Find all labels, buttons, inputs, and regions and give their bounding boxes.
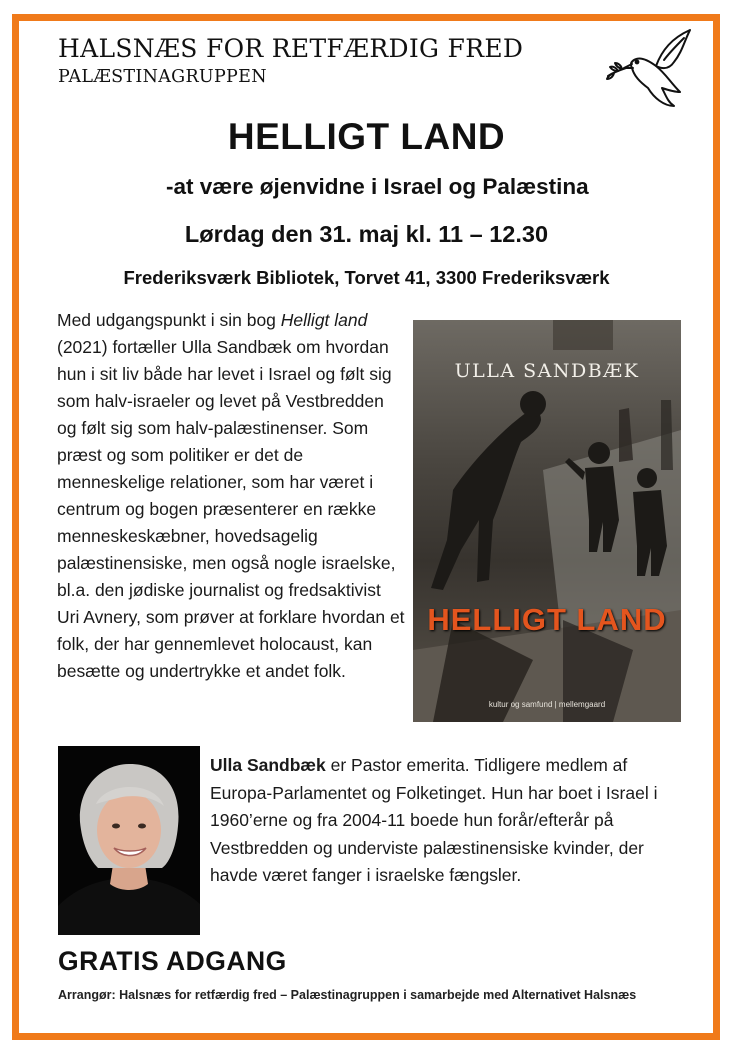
dove-icon [604,26,696,110]
book-cover-title: HELLIGT LAND [427,602,667,637]
event-venue: Frederiksværk Bibliotek, Torvet 41, 3300 Frederiksværk [123,267,610,288]
free-entry-heading: GRATIS ADGANG [58,946,287,976]
book-author: ULLA SANDBÆK [454,360,640,382]
organization-name: HALSNÆS FOR RETFÆRDIG FRED [58,34,524,63]
organizer-line: Arrangør: Halsnæs for retfærdig fred – Palæstinagruppen i samarbejde med Alternativet Halsnæs [58,988,637,1002]
book-cover [413,320,681,722]
speaker-portrait [58,746,200,935]
event-subtitle: -at være øjenvidne i Israel og Palæstina [166,174,589,199]
organization-subtitle: PALÆSTINAGRUPPEN [58,67,267,87]
speaker-bio-text: er Pastor emerita. Tidligere medlem af Europa-Parlamentet og Folketinget. Hun har boet i Israel i 1960’erne og fra 2004-11 boede hun forår/efterår på Vestbredden og underviste palæstinensiske kvinder, der havde været fanger i israelske fængsler. [210,755,658,885]
book-title-italic: Helligt land [280,310,368,330]
speaker-bio [210,752,680,890]
book-publisher: kultur og samfund | mellemgaard [488,700,606,709]
intro-text-start: Med udgangspunkt i sin bog [57,310,281,330]
intro-text-rest: (2021) fortæller Ulla Sandbæk om hvordan hun i sit liv både har levet i Israel og følt sig som halv-israeler og levet på Vestbredden og følt sig som halv-palæstinenser. Som præst og som politiker er det de menneskelige relationer, som har været i centrum og bogen præsenterer en række menneskeskæbner, hovedsagelig palæstinensiske, men også nogle israelske, bl.a. den jødiske journalist og fredsaktivist Uri Avnery, som prøver at forklare hvordan et folk, der har gennemlevet holocaust, kan besætte og undertrykke et andet folk. [57,337,405,681]
intro-paragraph [57,307,407,685]
speaker-name: Ulla Sandbæk [210,755,326,775]
event-title: HELLIGT LAND [227,116,506,157]
event-datetime: Lørdag den 31. maj kl. 11 – 12.30 [184,221,549,247]
